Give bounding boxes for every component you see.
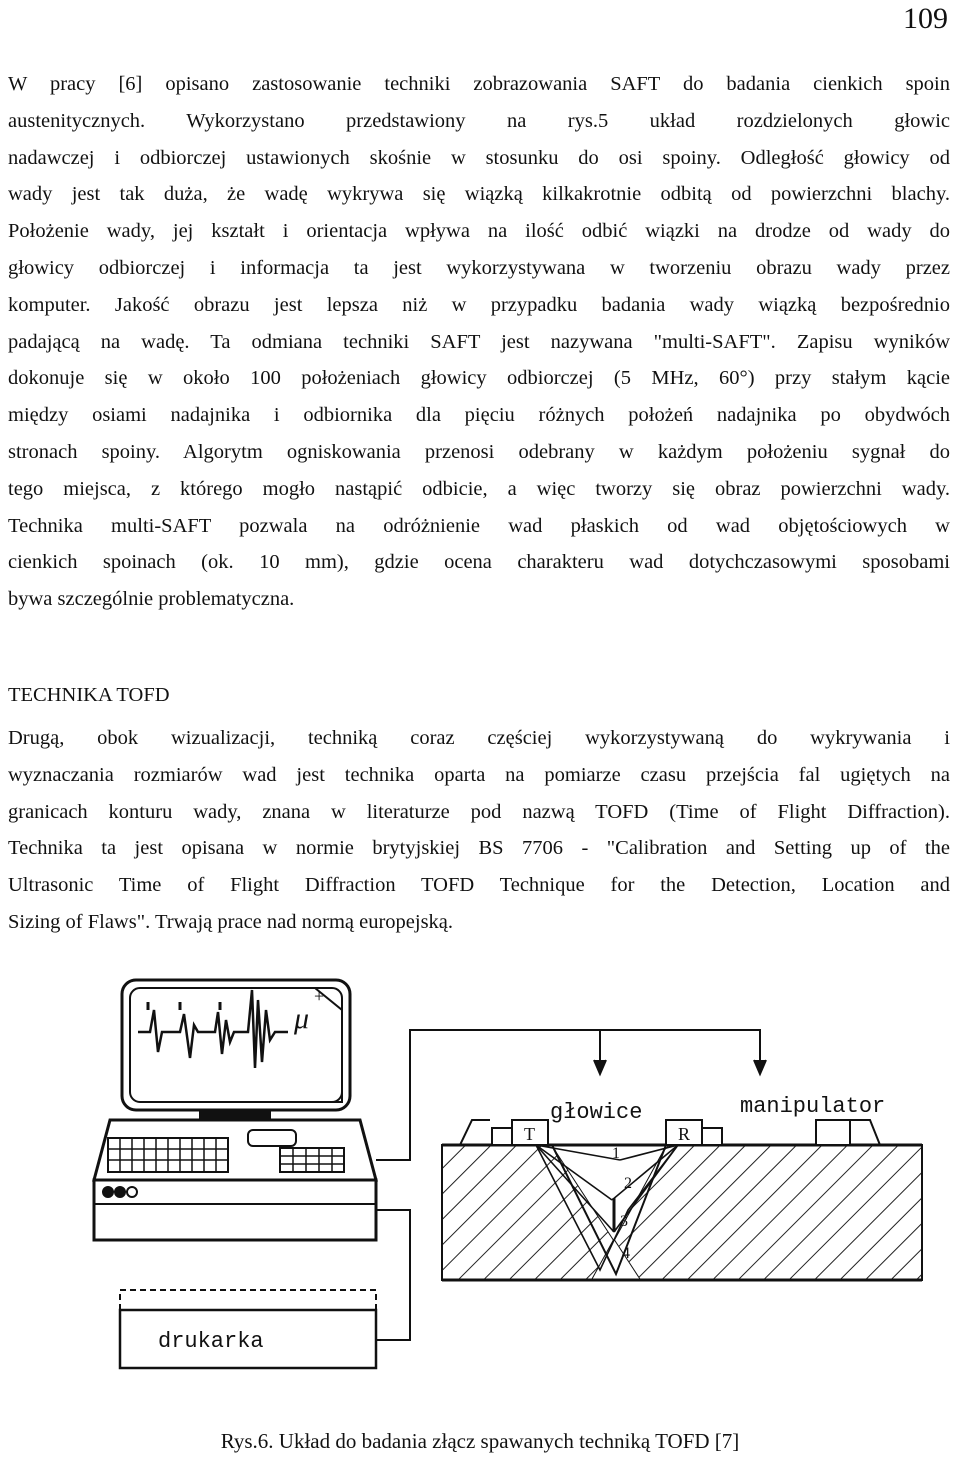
- beam-number: 3: [620, 1213, 628, 1230]
- manipulator-label: manipulator: [740, 1094, 886, 1119]
- computer-illustration: [94, 980, 376, 1240]
- text-line: tego miejsca, z którego mogło nastąpić odbicie, a więc tworzy się obraz powierzchni wady.: [8, 477, 950, 500]
- probe-r-label: R: [678, 1124, 691, 1144]
- text-line: padającą na wadę. Ta odmiana techniki SAFT jest nazywana "multi-SAFT". Zapisu wyników: [8, 330, 950, 353]
- text-line: stronach spoiny. Algorytm ogniskowania przenosi odebrany w każdym położeniu sygnał do: [8, 440, 950, 463]
- text-line: Technika ta jest opisana w normie brytyjskiej BS 7706 - "Calibration and Setting up of the: [8, 837, 950, 860]
- section-heading: TECHNIKA TOFD: [8, 684, 170, 706]
- text-line: Położenie wady, jej kształt i orientacja wpływa na ilość odbić wiązki na drodze od wady do: [8, 220, 950, 243]
- beam-number: 4: [622, 1245, 630, 1262]
- text-line: dokonuje się w około 100 położeniach głowicy odbiorczej (5 MHz, 60°) przy stałym kącie: [8, 367, 950, 390]
- probe-transmitter: [492, 1120, 548, 1145]
- text-line: głowicy odbiorczej i informacja ta jest wykorzystywana w tworzeniu obrazu wady przez: [8, 256, 950, 279]
- text-line: Sizing of Flaws". Trwają prace nad normą europejską.: [8, 910, 454, 933]
- beam-number: 1: [612, 1145, 620, 1162]
- tofd-setup-figure: [80, 970, 930, 1410]
- page-number: 109: [903, 2, 948, 35]
- drukarka-label: drukarka: [158, 1329, 264, 1354]
- figure-caption: Rys.6. Układ do badania złącz spawanych techniką TOFD [7]: [220, 1429, 740, 1453]
- plus-label: +: [314, 986, 325, 1006]
- text-line: Drugą, obok wizualizacji, techniką coraz częściej wykorzystywaną do wykrywania i: [8, 727, 950, 749]
- text-line: wady jest tak duża, że wadę wykrywa się wiązką kilkakrotnie odbitą od powierzchni blachy.: [8, 183, 950, 206]
- text-line: cienkich spoinach (ok. 10 mm), gdzie ocena charakteru wad dotychczasowymi sposobami: [8, 551, 950, 574]
- text-line: bywa szczególnie problematyczna.: [8, 588, 295, 611]
- mu-label: μ: [294, 1002, 310, 1035]
- text-line: W pracy [6] opisano zastosowanie techniki zobrazowania SAFT do badania cienkich spoin: [8, 73, 950, 95]
- text-line: nadawczej i odbiorczej ustawionych skośnie w stosunku do osi spoiny. Odległość głowicy od: [8, 146, 950, 169]
- text-line: austenitycznych. Wykorzystano przedstawiony na rys.5 układ rozdzielonych głowic: [8, 109, 950, 132]
- text-line: komputer. Jakość obrazu jest lepsza niż w przypadku badania wady wiązką bezpośrednio: [8, 293, 950, 316]
- beam-number: 2: [624, 1175, 632, 1192]
- computer-base: [94, 1120, 376, 1240]
- text-line: wyznaczania rozmiarów wad jest technika oparta na pomiarze czasu przejścia fal ugiętych na: [8, 763, 950, 786]
- probe-receiver: [666, 1120, 722, 1145]
- text-line: Ultrasonic Time of Flight Diffraction TOFD Technique for the Detection, Location and: [8, 874, 950, 897]
- text-line: Technika multi-SAFT pozwala na odróżnienie wad płaskich od wad objętościowych w: [8, 514, 950, 537]
- text-line: między osiami nadajnika i odbiornika dla pięciu różnych położeń nadajnika po obydwóch: [8, 404, 950, 427]
- text-line: granicach konturu wady, znana w literaturze pod nazwą TOFD (Time of Flight Diffraction).: [8, 800, 950, 823]
- glowice-label: głowice: [550, 1100, 643, 1125]
- weld-specimen: [442, 1145, 922, 1280]
- paragraph-tofd: [8, 720, 950, 941]
- probe-t-label: T: [524, 1124, 535, 1144]
- paragraph-saft: [8, 66, 950, 618]
